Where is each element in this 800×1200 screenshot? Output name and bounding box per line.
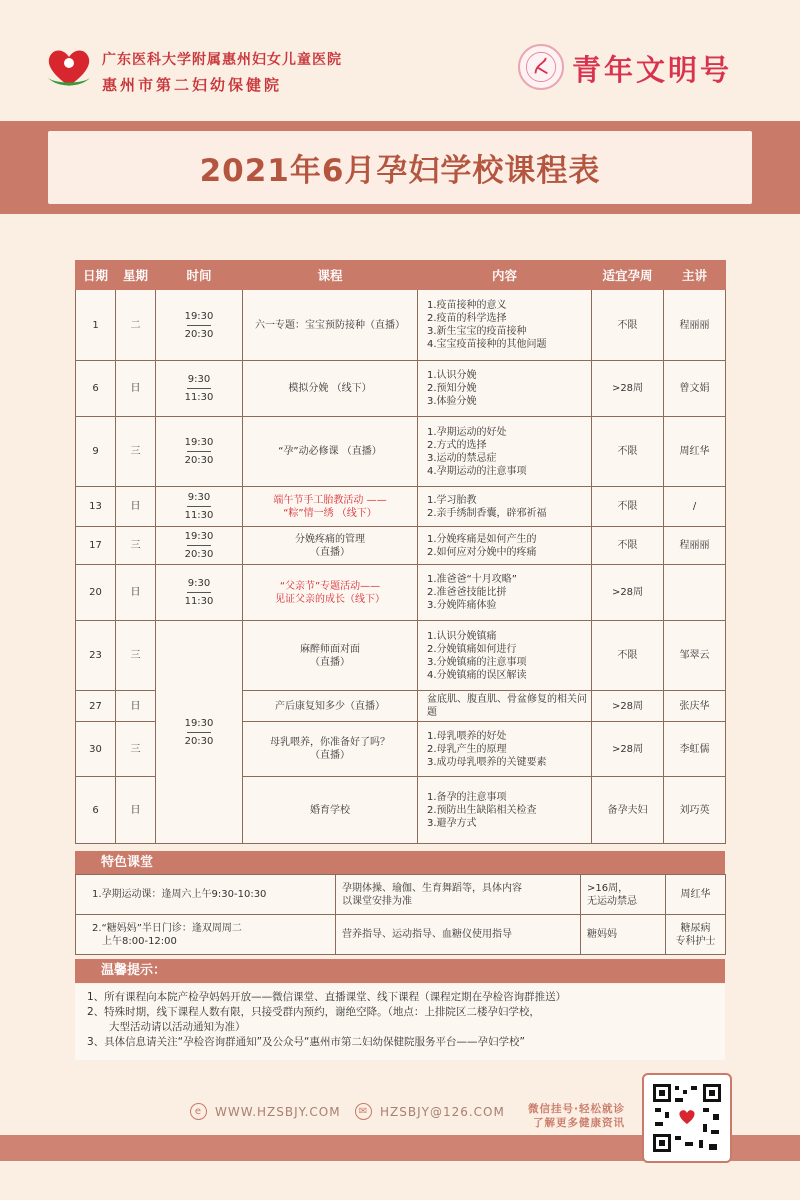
hospital-name [102,49,342,95]
featured-speaker [666,915,726,955]
content-line: 2.如何应对分娩中的疼痛 [427,546,537,558]
content-line: 4.分娩镇痛的误区解读 [427,669,527,681]
email-icon: ✉ [355,1103,372,1120]
content-line: 3.新生宝宝的疫苗接种 [427,326,527,337]
cell-week: 备孕夫妇 [592,777,664,844]
time-start: 19:30 [184,437,214,448]
featured-speaker: 周红华 [666,875,726,915]
cell-week: >28周 [592,565,664,621]
cell-date: 1 [76,290,116,361]
website-text: WWW.HZSBJY.COM [215,1104,341,1119]
cell-date: 17 [76,527,116,565]
content-line: 3.分娩镇痛的注意事项 [427,656,527,668]
course-line: （直播） [310,546,350,558]
content-line: 2.疫苗的科学选择 [427,313,507,324]
cell-course [243,565,418,621]
cell-speaker: 张庆华 [664,691,726,722]
content-line: 1.疫苗接种的意义 [427,300,507,311]
cell-course: 产后康复知多少（直播） [243,691,418,722]
course-line: “父亲节”专题活动—— [279,580,381,592]
time-divider [187,592,211,593]
email-contact[interactable] [355,1103,505,1120]
cell-speaker: 程丽丽 [664,290,726,361]
email-text: HZSBJY@126.COM [380,1104,505,1119]
youth-brand-text: 青年文明号 [572,53,733,87]
course-line: “粽”情一绣 （线下） [283,507,377,519]
course-line: （直播） [310,750,350,761]
course-line: 母乳喂养，你准备好了吗？ [270,737,390,748]
time-end: 20:30 [184,549,214,560]
cell-speaker: / [664,487,726,527]
featured-name-line: 上午8:00-12:00 [102,935,177,947]
header-content: 内容 [418,261,592,290]
time-end: 20:30 [184,735,214,747]
time-start: 9:30 [187,492,211,503]
cell-time [156,621,243,844]
course-line: 分娩疼痛的管理 [295,533,365,545]
featured-desc-line: 以课堂安排为准 [342,895,412,907]
content-line: 2.亲手绣制香囊，辟邪祈福 [427,507,547,519]
wechat-line1: 微信挂号·轻松就诊 [528,1103,625,1115]
course-line: 见证父亲的成长（线下） [275,593,385,605]
wechat-line2: 了解更多健康资讯 [533,1117,625,1129]
qr-code[interactable] [642,1073,732,1163]
course-line: 端午节手工胎教活动 —— [273,494,387,506]
table-row [76,487,726,527]
featured-row [76,875,726,915]
featured-name: 1.孕期运动课：逢周六上午9:30-10:30 [76,875,336,915]
time-start: 9:30 [187,374,211,385]
featured-week: 糖妈妈 [581,915,666,955]
featured-desc: 营养指导、运动指导、血糖仪使用指导 [336,915,581,955]
featured-week-line: >16周， [587,882,629,894]
content-line: 盆底肌、腹直肌、骨盆修复的相关问题 [427,694,587,718]
cell-speaker [664,565,726,621]
featured-name-line: 2.“糖妈妈”半日门诊：逢双周周二 [92,922,242,934]
cell-weekday: 日 [116,777,156,844]
table-row [76,621,726,691]
title-panel [48,131,752,204]
cell-speaker: 李虹儒 [664,722,726,777]
cell-week: >28周 [592,722,664,777]
header-speaker: 主讲 [664,261,726,290]
time-end: 20:30 [184,328,214,340]
cell-speaker: 刘巧英 [664,777,726,844]
content-line: 4.宝宝疫苗接种的其他问题 [427,339,547,350]
cell-time [156,361,243,417]
time-start: 19:30 [184,717,214,729]
hospital-name-line1: 广东医科大学附属惠州妇女儿童医院 [102,52,342,68]
time-divider [187,451,211,452]
cell-weekday: 三 [116,621,156,691]
cell-content [418,527,592,565]
cell-course: 婚育学校 [243,777,418,844]
cell-speaker: 程丽丽 [664,527,726,565]
time-end: 20:30 [184,455,214,466]
cell-weekday: 二 [116,290,156,361]
time-start: 9:30 [187,578,211,589]
schedule-table [75,260,726,844]
cell-date: 23 [76,621,116,691]
content-line: 2.预知分娩 [427,383,477,394]
content-line: 2.准爸爸技能比拼 [427,587,507,598]
featured-week [581,875,666,915]
time-start: 19:30 [184,310,214,322]
content-line: 1.孕期运动的好处 [427,426,507,438]
table-row [76,527,726,565]
cell-weekday: 日 [116,487,156,527]
tip-line: 2、特殊时期，线下课程人数有限，只接受群内预约，谢绝空降。（地点：上排院区二楼孕妇学校， [87,1006,540,1018]
cell-weekday: 三 [116,722,156,777]
featured-row [76,915,726,955]
table-row [76,290,726,361]
content-line: 3.避孕方式 [427,817,477,829]
time-end: 11:30 [184,596,214,607]
cell-time [156,487,243,527]
content-line: 2.预防出生缺陷相关检查 [427,804,537,816]
cell-date: 13 [76,487,116,527]
cell-speaker: 周红华 [664,417,726,487]
time-divider [187,506,211,507]
header-date: 日期 [76,261,116,290]
cell-date: 30 [76,722,116,777]
cell-date: 6 [76,777,116,844]
time-divider [187,325,211,326]
cell-course [243,527,418,565]
content-line: 2.方式的选择 [427,439,487,451]
featured-week-line: 无运动禁忌 [587,895,637,907]
tips-body [75,984,725,1060]
content-line: 3.体验分娩 [427,396,477,407]
cell-course: “孕”动必修课 （直播） [243,417,418,487]
header-course: 课程 [243,261,418,290]
table-row [76,417,726,487]
cell-weekday: 日 [116,691,156,722]
hospital-logo-icon [44,44,94,90]
content-line: 1.母乳喂养的好处 [427,730,507,742]
title-banner [0,121,800,214]
cell-course: 模拟分娩 （线下） [243,361,418,417]
cell-weekday: 日 [116,565,156,621]
cell-week: 不限 [592,621,664,691]
cell-date: 27 [76,691,116,722]
cell-course [243,487,418,527]
cell-speaker: 曾文娟 [664,361,726,417]
cell-date: 6 [76,361,116,417]
cell-week: 不限 [592,417,664,487]
youth-brand-logo-icon [518,44,564,90]
hospital-name-line2: 惠州市第二妇幼保健院 [102,76,283,94]
time-divider [187,732,211,733]
cell-week: 不限 [592,527,664,565]
content-line: 1.备孕的注意事项 [427,791,507,803]
cell-course: 六一专题：宝宝预防接种（直播） [243,290,418,361]
qr-code-icon [653,1084,721,1152]
table-header-row [76,261,726,290]
content-line: 1.准爸爸“十月攻略” [427,574,517,585]
course-line: （直播） [310,656,350,668]
content-line: 1.认识分娩镇痛 [427,630,497,642]
content-line: 3.成功母乳喂养的关键要素 [427,756,547,768]
content-line: 2.分娩镇痛如何进行 [427,643,517,655]
cell-weekday: 三 [116,527,156,565]
cell-content [418,691,592,722]
content-line: 2.母乳产生的原理 [427,743,507,755]
header-time: 时间 [156,261,243,290]
cell-content [418,777,592,844]
tip-line: 大型活动请以活动通知为准） [109,1021,246,1033]
cell-time [156,565,243,621]
header-week: 适宜孕周 [592,261,664,290]
cell-content [418,361,592,417]
cell-content [418,417,592,487]
tip-line: 3、具体信息请关注“孕检咨询群通知”及公众号“惠州市第二妇幼保健院服务平台——孕妇学校” [87,1036,525,1048]
cell-content [418,565,592,621]
cell-date: 9 [76,417,116,487]
cell-week: 不限 [592,290,664,361]
content-line: 1.分娩疼痛是如何产生的 [427,533,537,545]
time-divider [187,545,211,546]
cell-time [156,290,243,361]
cell-content [418,621,592,691]
website-contact[interactable] [190,1103,341,1120]
web-icon: e [190,1103,207,1120]
cell-content [418,290,592,361]
page-title: 2021年6月孕妇学校课程表 [199,153,601,189]
table-row [76,565,726,621]
featured-desc-line: 孕期体操、瑜伽、生育舞蹈等，具体内容 [342,882,522,894]
table-row [76,361,726,417]
cell-weekday: 日 [116,361,156,417]
cell-content [418,722,592,777]
cell-time [156,527,243,565]
content-line: 4.孕期运动的注意事项 [427,465,527,477]
header-weekday: 星期 [116,261,156,290]
content-line: 3.运动的禁忌症 [427,452,497,464]
course-line: 麻醉师面对面 [300,643,360,655]
time-end: 11:30 [184,392,214,403]
cell-week: >28周 [592,691,664,722]
featured-table [75,874,726,955]
page-header [0,0,800,122]
tip-line: 1、所有课程向本院产检孕妈妈开放——微信课堂、直播课堂、线下课程（课程定期在孕检咨询群推送） [87,991,567,1003]
wechat-promo [528,1102,625,1130]
cell-week: >28周 [592,361,664,417]
cell-date: 20 [76,565,116,621]
time-divider [187,388,211,389]
featured-desc [336,875,581,915]
cell-time [156,417,243,487]
cell-speaker: 邹翠云 [664,621,726,691]
featured-name [76,915,336,955]
cell-course [243,621,418,691]
featured-section-header: 特色课堂 [75,851,725,875]
cell-weekday: 三 [116,417,156,487]
cell-course [243,722,418,777]
content-line: 1.认识分娩 [427,370,477,381]
cell-content [418,487,592,527]
time-end: 11:30 [184,510,214,521]
content-line: 1.学习胎教 [427,494,477,506]
cell-week: 不限 [592,487,664,527]
featured-speaker-line: 糖尿病 [680,922,711,934]
tips-section-header: 温馨提示： [75,959,725,983]
content-line: 3.分娩阵痛体验 [427,600,497,611]
featured-speaker-line: 专科护士 [675,935,716,947]
time-start: 19:30 [184,531,214,542]
